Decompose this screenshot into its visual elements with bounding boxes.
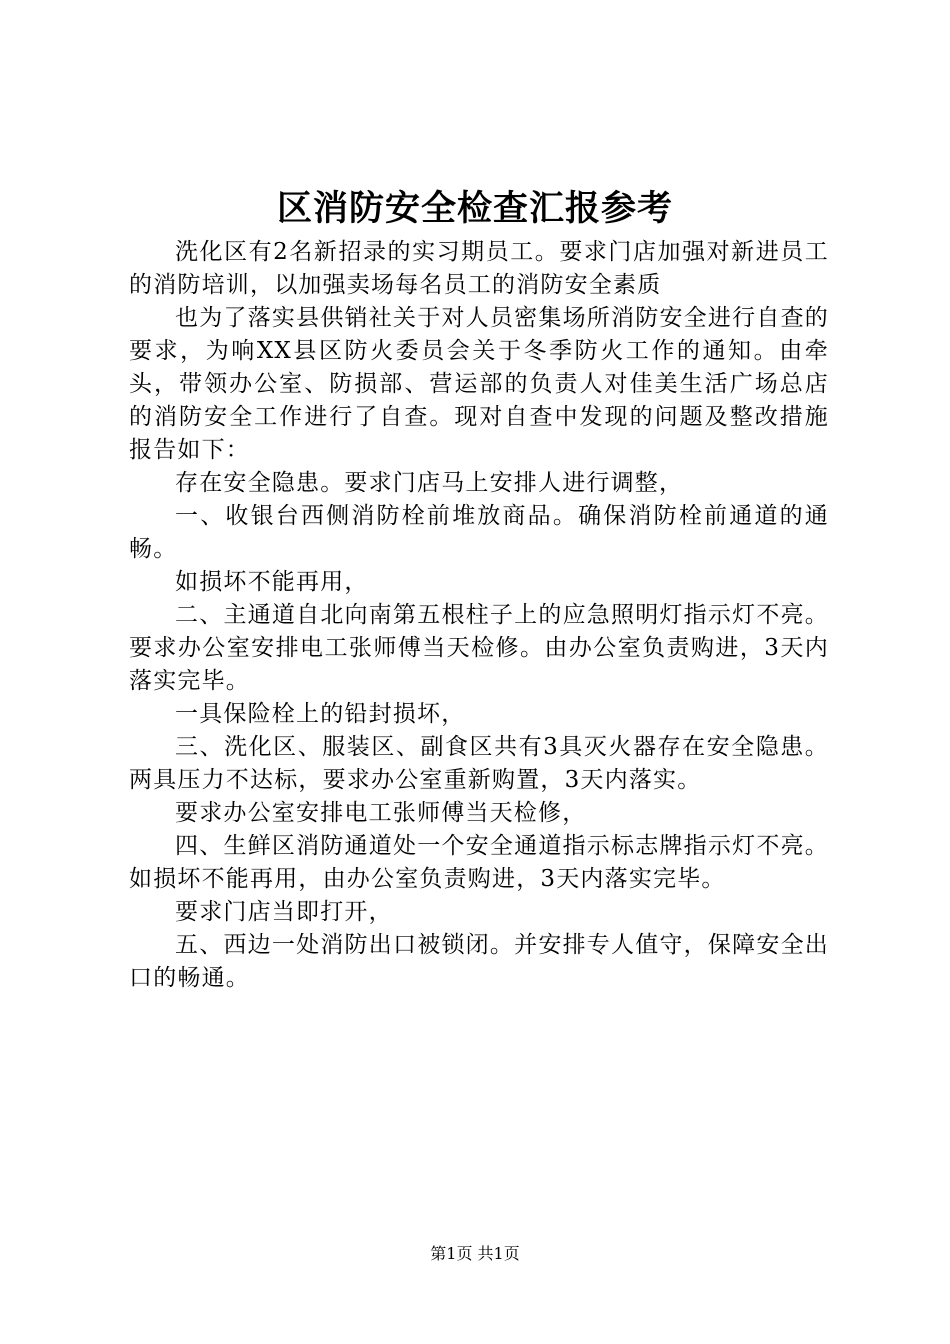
paragraph: 也为了落实县供销社关于对人员密集场所消防安全进行自查的要求，为响XX县区防火委员会关于冬季防火工作的通知。由牵头，带领办公室、防损部、营运部的负责人对佳美生活广场总店的消防安全工作进行了自查。现对自查中发现的问题及整改措施报告如下： [129, 305, 829, 463]
paragraph: 洗化区有2名新招录的实习期员工。要求门店加强对新进员工的消防培训，以加强卖场每名员工的消防安全素质 [129, 239, 829, 298]
paragraph: 四、生鲜区消防通道处一个安全通道指示标志牌指示灯不亮。如损坏不能再用，由办公室负责购进，3天内落实完毕。 [129, 833, 829, 892]
page-number-footer: 第1页 共1页 [430, 1244, 520, 1263]
paragraph: 二、主通道自北向南第五根柱子上的应急照明灯指示灯不亮。要求办公室安排电工张师傅当天检修。由办公室负责购进，3天内落实完毕。 [129, 602, 829, 694]
document-title: 区消防安全检查汇报参考 [276, 188, 673, 229]
paragraph: 如损坏不能再用， [175, 569, 369, 595]
paragraph: 要求门店当即打开， [175, 899, 393, 925]
paragraph: 五、西边一处消防出口被锁闭。并安排专人值守，保障安全出口的畅通。 [129, 932, 829, 991]
document-body [129, 236, 829, 995]
paragraph: 一具保险栓上的铅封损坏， [175, 701, 466, 727]
paragraph: 三、洗化区、服装区、副食区共有3具灭火器存在安全隐患。两具压力不达标，要求办公室重新购置，3天内落实。 [129, 734, 829, 793]
paragraph: 一、收银台西侧消防栓前堆放商品。确保消防栓前通道的通畅。 [129, 503, 829, 562]
paragraph: 要求办公室安排电工张师傅当天检修， [175, 800, 587, 826]
paragraph: 存在安全隐患。要求门店马上安排人进行调整， [175, 470, 684, 496]
